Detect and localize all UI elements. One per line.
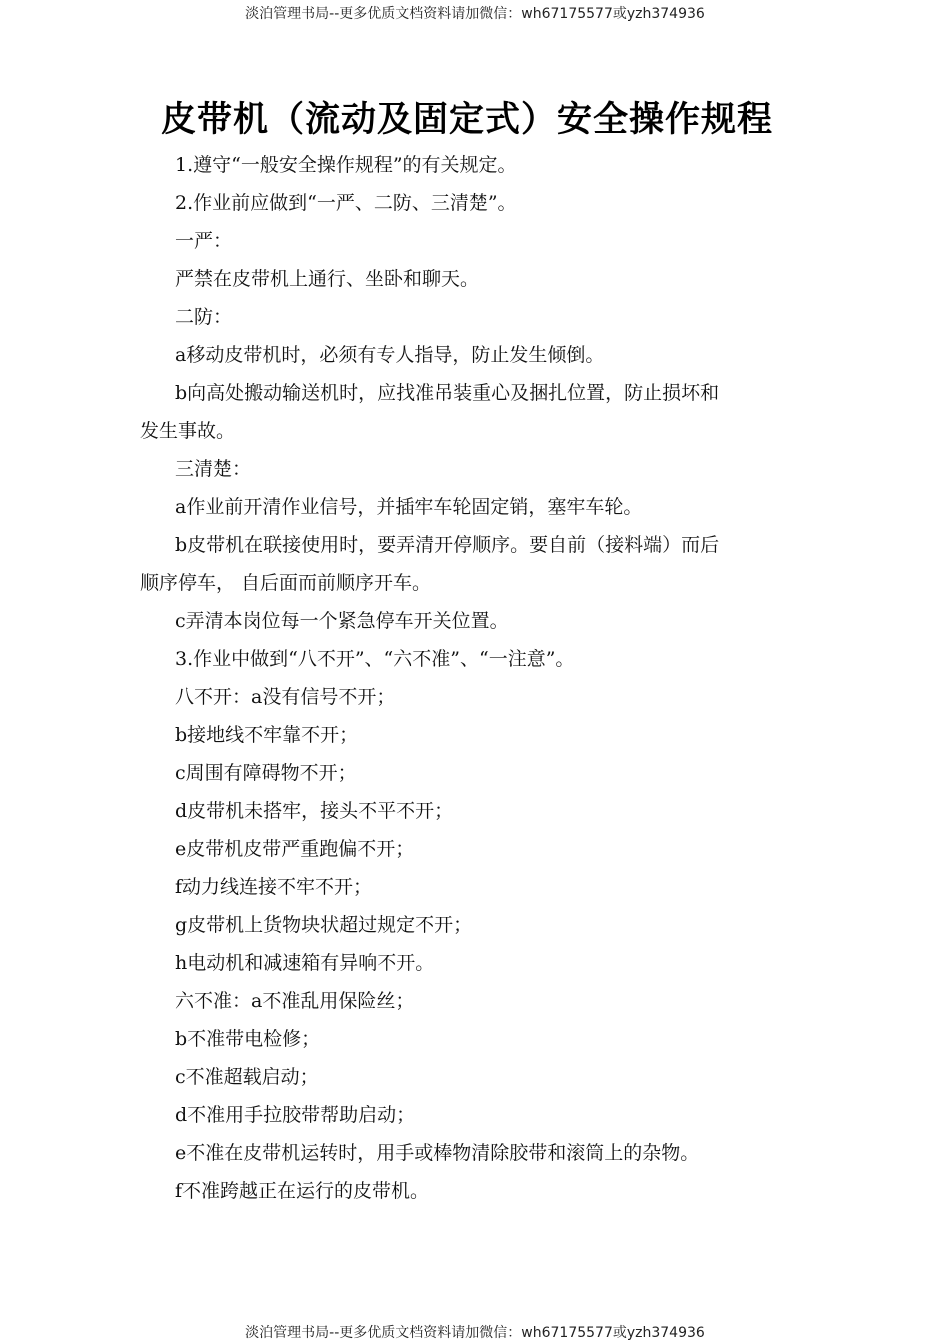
section-heading: 三清楚： (175, 458, 252, 480)
document-body (140, 146, 820, 1210)
page-header-note: 淡泊管理书局--更多优质文档资料请加微信：wh67175577或yzh374936 (245, 6, 705, 22)
rule-line: b不准带电检修； (175, 1028, 321, 1050)
rule-line: c周围有障碍物不开； (175, 762, 357, 784)
rule-line: 1.遵守“一般安全操作规程”的有关规定。 (175, 154, 517, 176)
rule-line: c不准超载启动； (175, 1066, 319, 1088)
rule-line: e不准在皮带机运转时，用手或棒物清除胶带和滚筒上的杂物。 (175, 1142, 700, 1164)
rule-line: c弄清本岗位每一个紧急停车开关位置。 (175, 610, 509, 632)
rule-line: b皮带机在联接使用时，要弄清开停顺序。要自前（接料端）而后 (175, 534, 720, 556)
rule-line: b向高处搬动输送机时，应找准吊装重心及捆扎位置，防止损坏和 (175, 382, 720, 404)
rule-line: f动力线连接不牢不开； (175, 876, 373, 898)
rule-line: d不准用手拉胶带帮助启动； (175, 1104, 416, 1126)
section-heading: 一严： (175, 230, 233, 252)
rule-line: 八不开：a没有信号不开； (175, 686, 396, 708)
rule-line: 严禁在皮带机上通行、坐卧和聊天。 (175, 268, 480, 290)
rule-line: f不准跨越正在运行的皮带机。 (175, 1180, 430, 1202)
page-footer-note: 淡泊管理书局--更多优质文档资料请加微信：wh67175577或yzh374936 (245, 1325, 705, 1341)
rule-line: a移动皮带机时，必须有专人指导，防止发生倾倒。 (175, 344, 605, 366)
rule-line: h电动机和减速箱有异响不开。 (175, 952, 435, 974)
rule-line-continuation: 顺序停车， 自后面而前顺序开车。 (140, 572, 432, 594)
rule-line: b接地线不牢靠不开； (175, 724, 359, 746)
rule-line: a作业前开清作业信号，并插牢车轮固定销，塞牢车轮。 (175, 496, 643, 518)
rule-line: 3.作业中做到“八不开”、“六不准”、“一注意”。 (175, 648, 575, 670)
rule-line: d皮带机未搭牢，接头不平不开； (175, 800, 454, 822)
rule-line: 2.作业前应做到“一严、二防、三清楚”。 (175, 192, 517, 214)
document-title: 皮带机（流动及固定式）安全操作规程 (160, 100, 773, 140)
rule-line: 六不准：a不准乱用保险丝； (175, 990, 415, 1012)
rule-line: g皮带机上货物块状超过规定不开； (175, 914, 473, 936)
rule-line: e皮带机皮带严重跑偏不开； (175, 838, 415, 860)
section-heading: 二防： (175, 306, 233, 328)
rule-line-continuation: 发生事故。 (140, 420, 236, 442)
